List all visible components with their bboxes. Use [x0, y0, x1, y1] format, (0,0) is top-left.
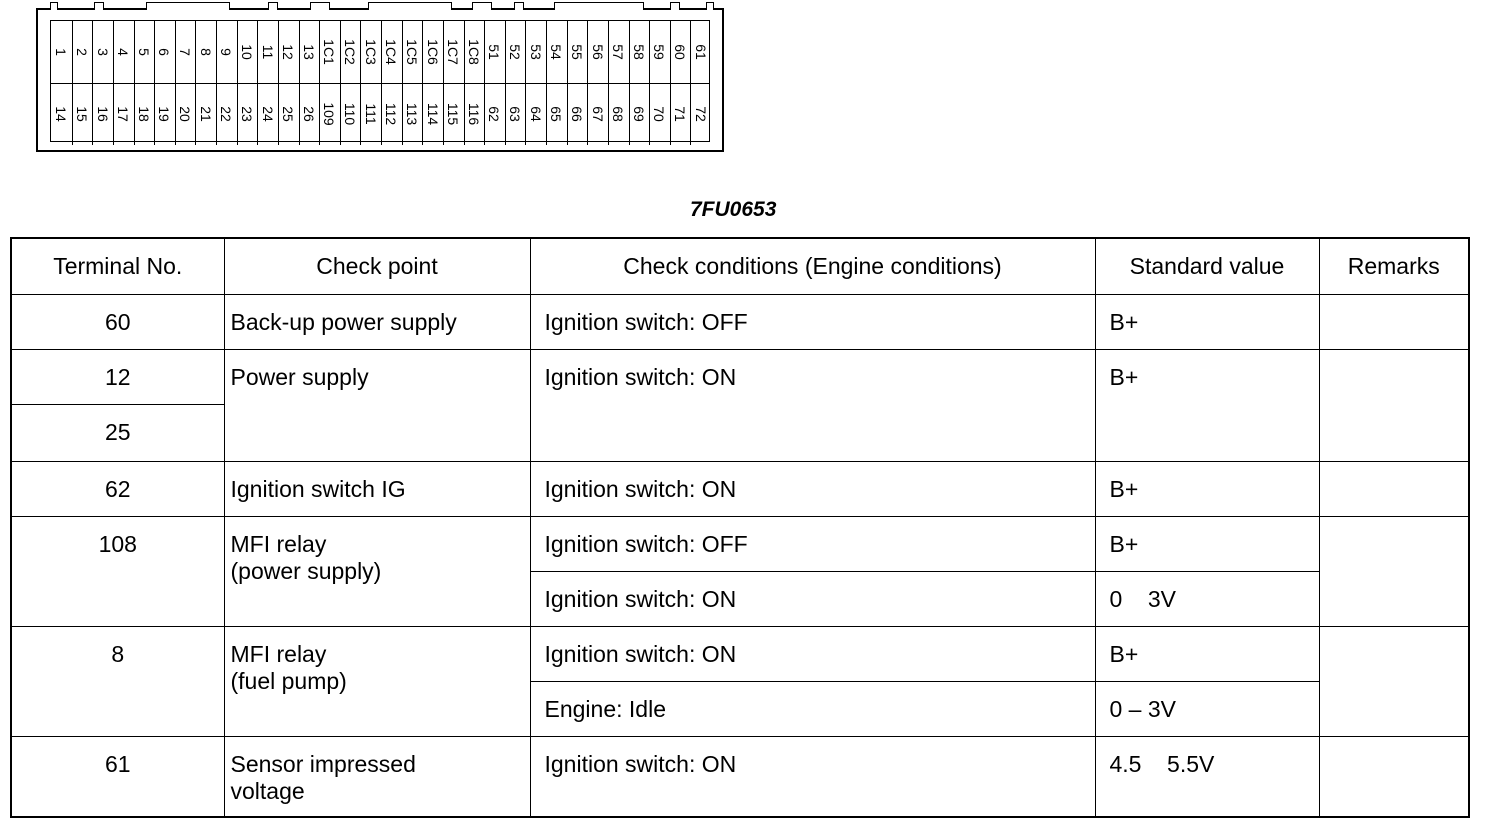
pin-divider — [629, 21, 630, 145]
pin-label: 1C4 — [383, 39, 400, 65]
pin-label: 1C6 — [424, 39, 441, 65]
pin-label: 66 — [568, 106, 585, 122]
pin-label: 23 — [238, 106, 255, 122]
pin-label: 6 — [156, 48, 173, 56]
pin-label: 16 — [94, 106, 111, 122]
pin-divider — [360, 21, 361, 145]
pin-label: 111 — [362, 103, 379, 125]
check-point-cell — [224, 517, 530, 627]
check-point-cell: Power supply — [224, 350, 530, 462]
ecu-connector-diagram — [36, 8, 724, 152]
pin-divider — [464, 21, 465, 145]
check-point-line: MFI relay — [230, 531, 327, 557]
condition-cell: Ignition switch: ON — [530, 462, 1095, 517]
pin-label: 8 — [197, 48, 214, 56]
pin-label: 12 — [280, 44, 297, 60]
pin-label: 1 — [53, 48, 70, 56]
pin-label: 55 — [568, 44, 585, 60]
pin-divider — [340, 21, 341, 145]
pin-divider — [381, 21, 382, 145]
connector-tab — [310, 2, 330, 10]
pin-label: 69 — [630, 106, 647, 122]
table-row — [11, 350, 1469, 405]
pin-label: 7 — [177, 48, 194, 56]
standard-value-cell: B+ — [1095, 350, 1319, 462]
pin-label: 61 — [692, 44, 709, 60]
standard-value-cell: B+ — [1095, 517, 1319, 572]
pin-label: 19 — [156, 106, 173, 122]
pin-label: 18 — [135, 106, 152, 122]
pin-label: 113 — [403, 102, 420, 126]
pin-divider — [319, 21, 320, 145]
pin-label: 67 — [589, 106, 606, 122]
pin-divider — [237, 21, 238, 145]
pin-label: 58 — [630, 44, 647, 60]
check-point-line: voltage — [230, 778, 305, 804]
pin-label: 63 — [507, 106, 524, 122]
check-point-line: (power supply) — [230, 558, 382, 584]
pin-divider — [649, 21, 650, 145]
standard-value-cell: B+ — [1095, 627, 1319, 682]
remarks-cell — [1319, 350, 1469, 462]
terminal-cell: 108 — [11, 517, 224, 627]
pin-label: 3 — [94, 48, 111, 56]
header-standard-value: Standard value — [1095, 238, 1319, 295]
pin-label: 110 — [342, 102, 359, 126]
standard-value-cell: B+ — [1095, 295, 1319, 350]
pin-label: 1C3 — [362, 39, 379, 65]
table-row — [11, 462, 1469, 517]
connector-tab — [50, 2, 58, 10]
pin-label: 1C8 — [465, 39, 482, 65]
pin-divider — [154, 21, 155, 145]
table-row — [11, 517, 1469, 572]
remarks-cell — [1319, 295, 1469, 350]
pin-label: 68 — [610, 106, 627, 122]
pin-divider — [195, 21, 196, 145]
pin-label: 26 — [300, 106, 317, 122]
condition-cell: Ignition switch: OFF — [530, 517, 1095, 572]
pin-divider — [134, 21, 135, 145]
terminal-cell: 8 — [11, 627, 224, 737]
pin-divider — [278, 21, 279, 145]
header-terminal: Terminal No. — [11, 238, 224, 295]
pin-label: 57 — [610, 44, 627, 60]
pin-divider — [299, 21, 300, 145]
pin-label: 65 — [548, 106, 565, 122]
pin-label: 1C5 — [403, 39, 420, 65]
condition-cell: Ignition switch: ON — [530, 572, 1095, 627]
pin-label: 116 — [465, 102, 482, 126]
standard-value-cell: 4.5 5.5V — [1095, 737, 1319, 817]
pin-divider — [422, 21, 423, 145]
pin-label: 60 — [672, 44, 689, 60]
pin-label: 70 — [651, 106, 668, 122]
table-row — [11, 627, 1469, 682]
pin-divider — [505, 21, 506, 145]
pin-label: 51 — [486, 44, 503, 60]
condition-cell: Ignition switch: ON — [530, 350, 1095, 462]
pin-label: 115 — [445, 102, 462, 126]
pin-divider — [216, 21, 217, 145]
standard-value-cell: 0 – 3V — [1095, 682, 1319, 737]
pin-label: 20 — [177, 106, 194, 122]
pin-divider — [257, 21, 258, 145]
pin-divider — [690, 21, 691, 145]
header-check-point: Check point — [224, 238, 530, 295]
remarks-cell — [1319, 627, 1469, 737]
pin-label: 52 — [507, 44, 524, 60]
standard-value-cell: B+ — [1095, 462, 1319, 517]
check-point-line: MFI relay — [230, 641, 327, 667]
terminal-cell: 62 — [11, 462, 224, 517]
condition-cell: Ignition switch: OFF — [530, 295, 1095, 350]
check-point-cell — [224, 737, 530, 817]
pin-divider — [525, 21, 526, 145]
pin-label: 11 — [259, 44, 276, 60]
pin-label: 56 — [589, 44, 606, 60]
pin-divider — [587, 21, 588, 145]
pin-divider — [443, 21, 444, 145]
pin-label: 13 — [300, 44, 317, 60]
connector-tab — [472, 2, 492, 10]
pin-label: 22 — [218, 106, 235, 122]
table-row — [11, 737, 1469, 817]
table-row — [11, 295, 1469, 350]
pin-label: 64 — [527, 106, 544, 122]
connector-pin-field — [50, 20, 710, 142]
pin-label: 10 — [238, 44, 255, 60]
figure-code: 7FU0653 — [690, 198, 777, 221]
connector-tab — [670, 2, 680, 10]
check-point-cell: Back-up power supply — [224, 295, 530, 350]
pin-label: 2 — [73, 48, 90, 56]
pin-label: 1C7 — [445, 39, 462, 65]
pin-divider — [484, 21, 485, 145]
check-table — [10, 237, 1470, 818]
pin-label: 21 — [197, 106, 214, 122]
pin-divider — [608, 21, 609, 145]
pin-divider — [402, 21, 403, 145]
pin-label: 1C1 — [321, 39, 338, 65]
pin-label: 9 — [218, 48, 235, 56]
pin-divider — [92, 21, 93, 145]
pin-label: 24 — [259, 106, 276, 122]
condition-cell: Engine: Idle — [530, 682, 1095, 737]
pin-label: 72 — [692, 106, 709, 122]
pin-label: 59 — [651, 44, 668, 60]
connector-tab — [94, 2, 104, 10]
terminal-cell: 60 — [11, 295, 224, 350]
remarks-cell — [1319, 517, 1469, 627]
pin-label: 15 — [73, 106, 90, 122]
connector-tab — [706, 2, 714, 10]
pin-label: 1C2 — [342, 39, 359, 65]
pin-row-divider — [51, 83, 709, 84]
pin-divider — [72, 21, 73, 145]
pin-divider — [175, 21, 176, 145]
pin-label: 112 — [383, 102, 400, 126]
pin-label: 71 — [672, 106, 689, 122]
check-point-line: Sensor impressed — [230, 751, 416, 777]
pin-label: 25 — [280, 106, 297, 122]
pin-label: 62 — [486, 106, 503, 122]
condition-cell: Ignition switch: ON — [530, 627, 1095, 682]
pin-label: 5 — [135, 48, 152, 56]
pin-divider — [670, 21, 671, 145]
condition-cell: Ignition switch: ON — [530, 737, 1095, 817]
terminal-cell: 61 — [11, 737, 224, 817]
pin-label: 14 — [53, 106, 70, 122]
terminal-cell: 12 — [11, 350, 224, 405]
pin-divider — [567, 21, 568, 145]
header-check-conditions: Check conditions (Engine conditions) — [530, 238, 1095, 295]
connector-tab — [554, 2, 644, 10]
connector-tab — [146, 2, 230, 10]
check-point-cell — [224, 627, 530, 737]
check-point-line: (fuel pump) — [230, 668, 347, 694]
pin-divider — [113, 21, 114, 145]
connector-tab — [368, 2, 452, 10]
check-point-cell: Ignition switch IG — [224, 462, 530, 517]
remarks-cell — [1319, 737, 1469, 817]
header-remarks: Remarks — [1319, 238, 1469, 295]
remarks-cell — [1319, 462, 1469, 517]
terminal-cell: 25 — [11, 405, 224, 462]
connector-tab — [514, 2, 524, 10]
pin-label: 114 — [424, 102, 441, 126]
connector-tab — [268, 2, 278, 10]
pin-label: 4 — [115, 48, 132, 56]
pin-label: 17 — [115, 106, 132, 122]
pin-divider — [546, 21, 547, 145]
standard-value-cell: 0 3V — [1095, 572, 1319, 627]
pin-label: 109 — [321, 102, 338, 126]
pin-label: 53 — [527, 44, 544, 60]
pin-label: 54 — [548, 44, 565, 60]
